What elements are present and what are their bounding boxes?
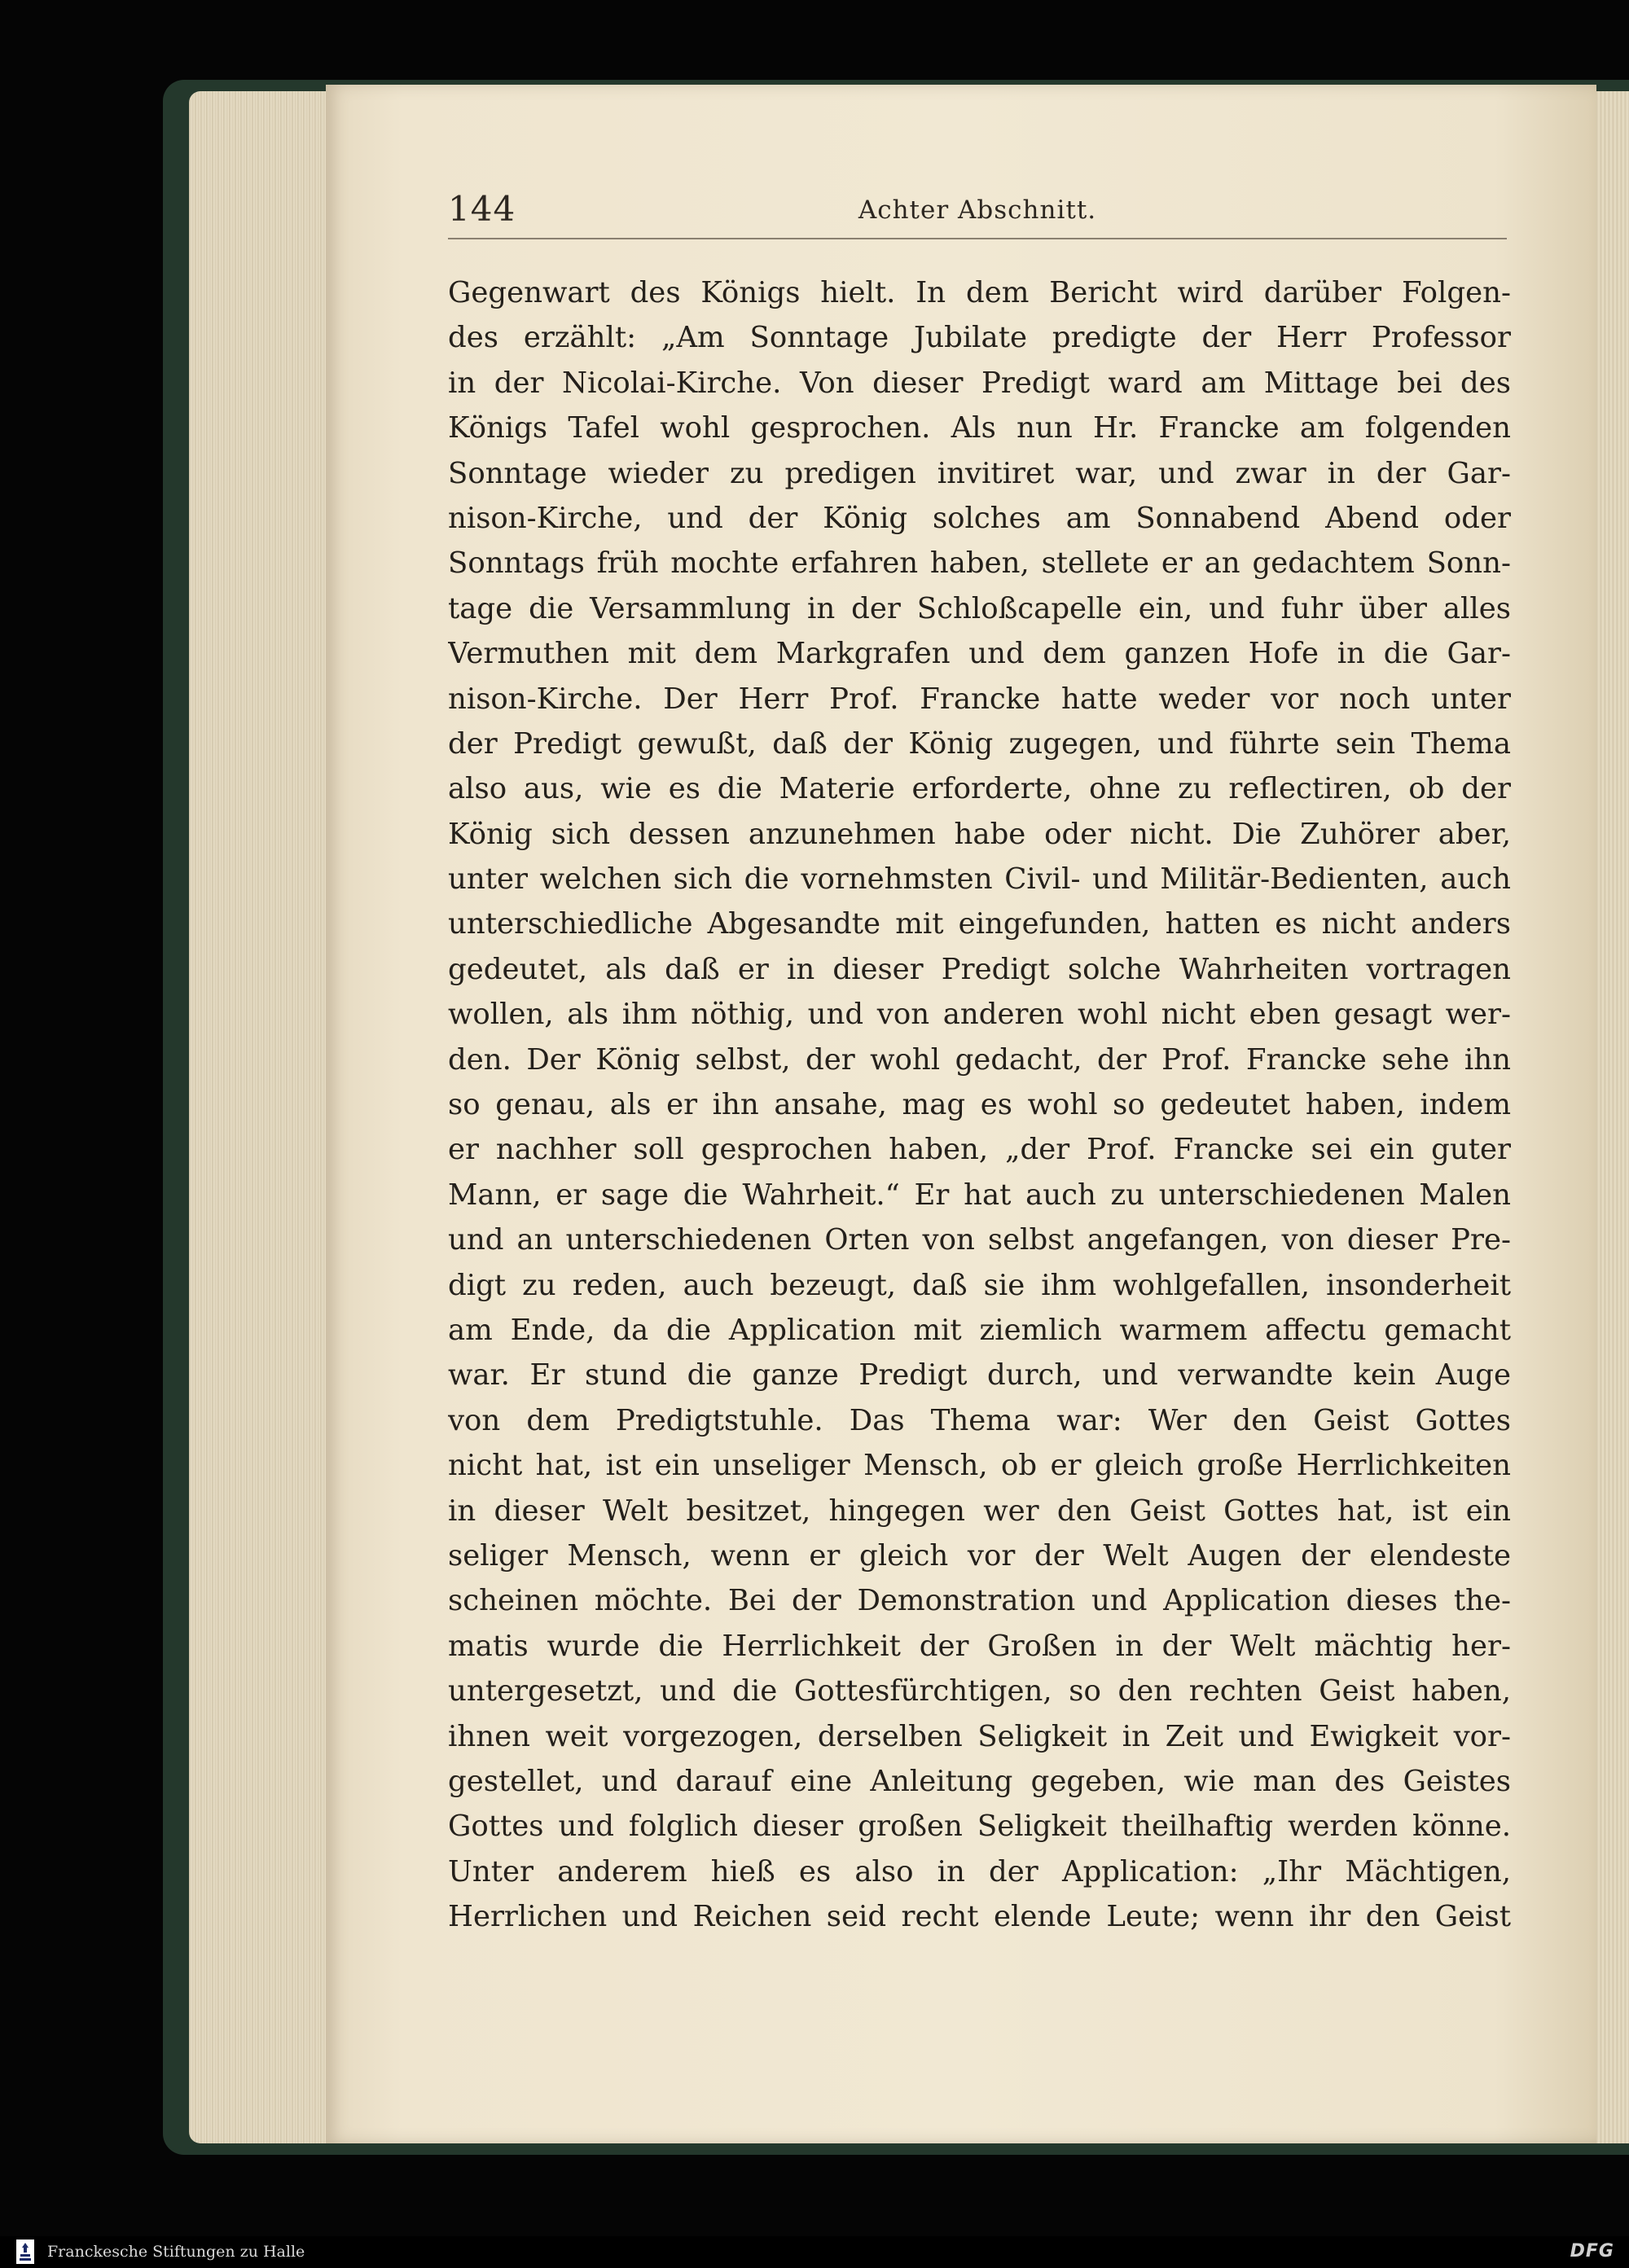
text-line: matis wurde die Herrlichkeit der Großen in der Welt mächtig her- [448, 1629, 1511, 1663]
text-line: Königs Tafel wohl gesprochen. Als nun Hr. Francke am folgenden [448, 411, 1511, 445]
body-text [448, 270, 1511, 1939]
text-line: Unter anderem hieß es also in der Application: „Ihr Mächtigen, [448, 1854, 1511, 1889]
page-block-edges [189, 91, 336, 2143]
text-line: digt zu reden, auch bezeugt, daß sie ihm wohlgefallen, insonderheit [448, 1268, 1511, 1302]
text-line: nison-Kirche, und der König solches am Sonnabend Abend oder [448, 501, 1511, 535]
text-line: unterschiedliche Abgesandte mit eingefunden, hatten es nicht anders [448, 907, 1511, 941]
text-line: untergesetzt, und die Gottesfürchtigen, so den rechten Geist haben, [448, 1674, 1511, 1709]
text-line: Vermuthen mit dem Markgrafen und dem ganzen Hofe in die Gar- [448, 637, 1511, 671]
text-line: Sonntage wieder zu predigen invitiret war, und zwar in der Gar- [448, 456, 1511, 490]
running-title: Achter Abschnitt. [858, 195, 1097, 225]
page-header [448, 189, 1507, 239]
text-line: Gegenwart des Königs hielt. In dem Bericht wird darüber Folgen- [448, 276, 1511, 309]
text-line: seliger Mensch, wenn er gleich vor der Welt Augen der elendeste [448, 1538, 1511, 1573]
text-line: Gottes und folglich dieser großen Seligkeit theilhaftig werden könne. [448, 1810, 1511, 1844]
text-line: so genau, als er ihn ansahe, mag es wohl so gedeutet haben, indem [448, 1088, 1511, 1122]
text-line: und an unterschiedenen Orten von selbst angefangen, von dieser Pre- [448, 1223, 1511, 1257]
text-line: in dieser Welt besitzet, hingegen wer den Geist Gottes hat, ist ein [448, 1494, 1511, 1528]
text-line: von dem Predigtstuhle. Das Thema war: Wer den Geist Gottes [448, 1403, 1511, 1437]
text-line: gestellet, und darauf eine Anleitung gegeben, wie man des Geistes [448, 1764, 1511, 1798]
text-line: also aus, wie es die Materie erforderte, ohne zu reflectiren, ob der [448, 772, 1511, 806]
text-line: Sonntags früh mochte erfahren haben, stellete er an gedachtem Sonn- [448, 546, 1511, 581]
institution-label: Franckesche Stiftungen zu Halle [47, 2243, 305, 2261]
text-line: ihnen weit vorgezogen, derselben Seligkeit in Zeit und Ewigkeit vor- [448, 1719, 1511, 1753]
text-line: scheinen möchte. Bei der Demonstration und Application dieses the- [448, 1584, 1511, 1618]
text-line: wollen, als ihm nöthig, und von anderen wohl nicht eben gesagt wer- [448, 998, 1511, 1032]
text-line: den. Der König selbst, der wohl gedacht, der Prof. Francke sehe ihn [448, 1042, 1511, 1077]
viewer-footer [0, 2236, 1629, 2268]
text-line: des erzählt: „Am Sonntage Jubilate predigte der Herr Professor [448, 321, 1511, 355]
text-line: Herrlichen und Reichen seid recht elende Leute; wenn ihr den Geist [448, 1900, 1511, 1934]
page-number: 144 [448, 189, 516, 229]
text-line: gedeutet, als daß er in dieser Predigt solche Wahrheiten vortragen [448, 952, 1511, 986]
text-line: Mann, er sage die Wahrheit.“ Er hat auch zu unterschiedenen Malen [448, 1178, 1511, 1212]
text-line: unter welchen sich die vornehmsten Civil- und Militär-Bedienten, auch [448, 862, 1511, 897]
text-line: war. Er stund die ganze Predigt durch, und verwandte kein Auge [448, 1358, 1511, 1393]
text-line: er nachher soll gesprochen haben, „der Prof. Francke sei ein guter [448, 1133, 1511, 1167]
franckesche-stiftungen-logo-icon [16, 2239, 34, 2264]
text-line: König sich dessen anzunehmen habe oder nicht. Die Zuhörer aber, [448, 817, 1511, 851]
dfg-logo: DFG [1570, 2241, 1614, 2261]
text-line: der Predigt gewußt, daß der König zugegen, und führte sein Thema [448, 726, 1511, 761]
text-line: tage die Versammlung in der Schloßcapelle ein, und fuhr über alles [448, 591, 1511, 625]
text-line: in der Nicolai-Kirche. Von dieser Predigt ward am Mittage bei des [448, 366, 1511, 400]
text-line: nison-Kirche. Der Herr Prof. Francke hatte weder vor noch unter [448, 682, 1511, 716]
book-page [326, 85, 1596, 2143]
text-line: nicht hat, ist ein unseliger Mensch, ob er gleich große Herrlichkeiten [448, 1449, 1511, 1483]
text-line: am Ende, da die Application mit ziemlich warmem affectu gemacht [448, 1313, 1511, 1347]
